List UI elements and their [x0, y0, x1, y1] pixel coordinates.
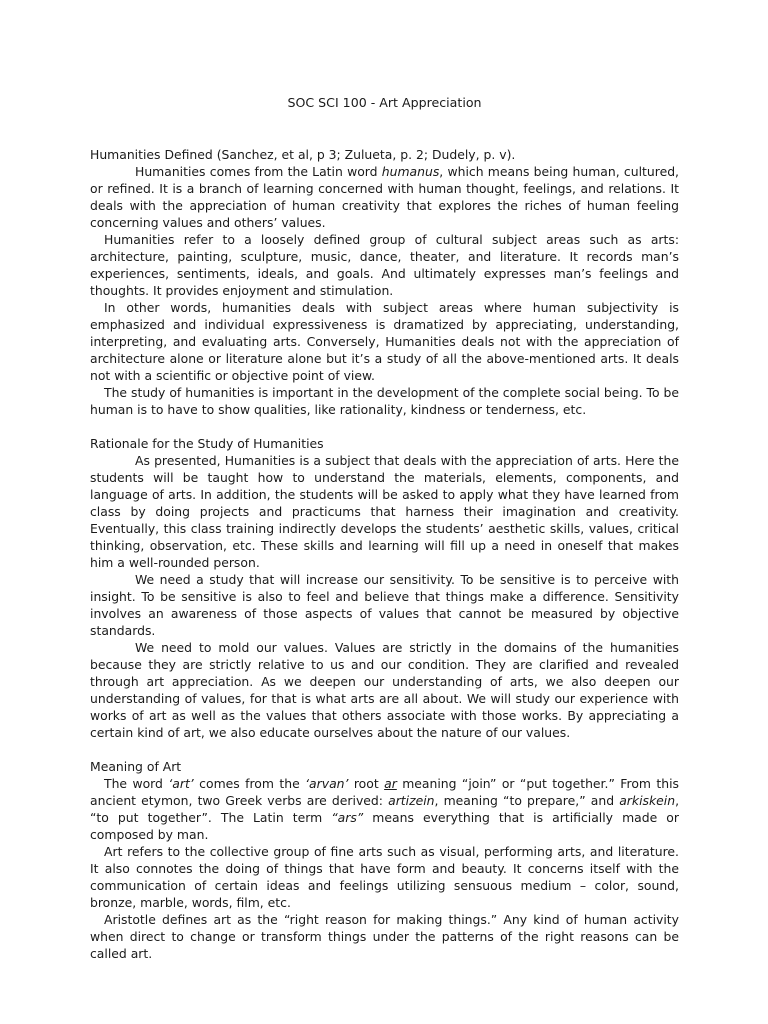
section-spacer — [90, 741, 679, 758]
term-artizein: artizein — [388, 793, 435, 808]
paragraph — [90, 163, 679, 231]
paragraph: We need to mold our values. Values are strictly in the domains of the humanities because they are strictly relative to us and our condition. They are clarified and revealed through art appreciation. As we deepen our understanding of arts, we also deepen our understanding of values, for that is what arts are all about. We will study our experience with works of art as well as the values that others associate with those works. By appreciating a certain kind of art, we also educate ourselves about the nature of our values. — [90, 640, 679, 740]
lead-term: Humanities — [135, 164, 206, 179]
paragraph-text: root — [348, 776, 385, 791]
term-arkiskein: arkiskein — [619, 793, 676, 808]
section-heading: Rationale for the Study of Humanities — [90, 436, 324, 451]
paragraph — [90, 775, 679, 843]
paragraph: The study of humanities is important in the development of the complete social being. To be human is to have to show qualities, like rationality, kindness or tenderness, etc. — [90, 385, 679, 417]
paragraph: As presented, Humanities is a subject that deals with the appreciation of arts. Here the students will be taught how to understand the materials, elements, components, and language of arts. In addition, the students will be asked to apply what they have learned from class by doing projects and practicums that harness their imagination and creativity. Eventually, this class training indirectly develops the students’ aesthetic skills, values, critical thinking, observation, etc. These skills and learning will fill up a need in oneself that makes him a well-rounded person. — [90, 453, 679, 570]
section-spacer — [90, 418, 679, 435]
paragraph-text: , which means being human, cultured, or refined. It is a branch of learning concerned with human thought, feelings, and relations. It deals with the appreciation of human creativity that explores the riches of human feeling concerning values and others’ values. — [90, 164, 679, 230]
section-heading: Meaning of Art — [90, 759, 182, 774]
paragraph-text: , meaning “to prepare,” and — [434, 793, 620, 808]
term-ars: “ars” — [331, 810, 364, 825]
paragraph: Humanities refer to a loosely defined group of cultural subject areas such as arts: architecture, painting, sculpture, music, dance, theater, and literature. It records man’s experiences, sentiments, ideals, and goals. And ultimately expresses man’s feelings and thoughts. It provides enjoyment and stimulation. — [90, 232, 679, 298]
term-ar: ar — [384, 776, 397, 791]
paragraph-text: comes from the Latin word — [205, 164, 382, 179]
paragraph: In other words, humanities deals with subject areas where human subjectivity is emphasized and individual expressiveness is dramatized by appreciating, understanding, interpreting, and evaluating arts. Conversely, Humanities deals not with the appreciation of architecture alone or literature alone but it’s a study of all the above-mentioned arts. It deals not with a scientific or objective point of view. — [90, 300, 679, 383]
term-art: ‘art’ — [168, 776, 194, 791]
section-humanities-defined-heading-line — [90, 146, 679, 163]
paragraph: Aristotle defines art as the “right reason for making things.” Any kind of human activity when direct to change or transform things under the patterns of the right reasons can be called art. — [90, 912, 679, 961]
citation-text: (Sanchez, et al, p 3; Zulueta, p. 2; Dudely, p. v). — [212, 147, 516, 162]
paragraph: We need a study that will increase our sensitivity. To be sensitive is to perceive with insight. To be sensitive is also to feel and believe that things make a difference. Sensitivity involves an awareness of those aspects of values that cannot be measured by objective standards. — [90, 572, 679, 638]
latin-term: humanus — [381, 164, 440, 179]
paragraph-text: The word — [104, 776, 169, 791]
section-heading: Humanities Defined — [90, 147, 213, 162]
paragraph-text: meaning “join” or “put together.” From this ancient etymon, two Greek verbs are derived: — [90, 776, 679, 808]
paragraph-text: , “to put together”. The Latin term — [90, 793, 680, 825]
document-title: SOC SCI 100 - Art Appreciation — [287, 95, 482, 110]
paragraph-text: comes from the — [193, 776, 306, 791]
paragraph-text: means everything that is artificially made or composed by man. — [90, 810, 679, 842]
paragraph: Art refers to the collective group of fine arts such as visual, performing arts, and literature. It also connotes the doing of things that have form and beauty. It concerns itself with the communication of certain ideas and feelings utilizing sensuous medium – color, sound, bronze, marble, words, film, etc. — [90, 844, 679, 910]
term-arvan: ‘arvan’ — [305, 776, 349, 791]
